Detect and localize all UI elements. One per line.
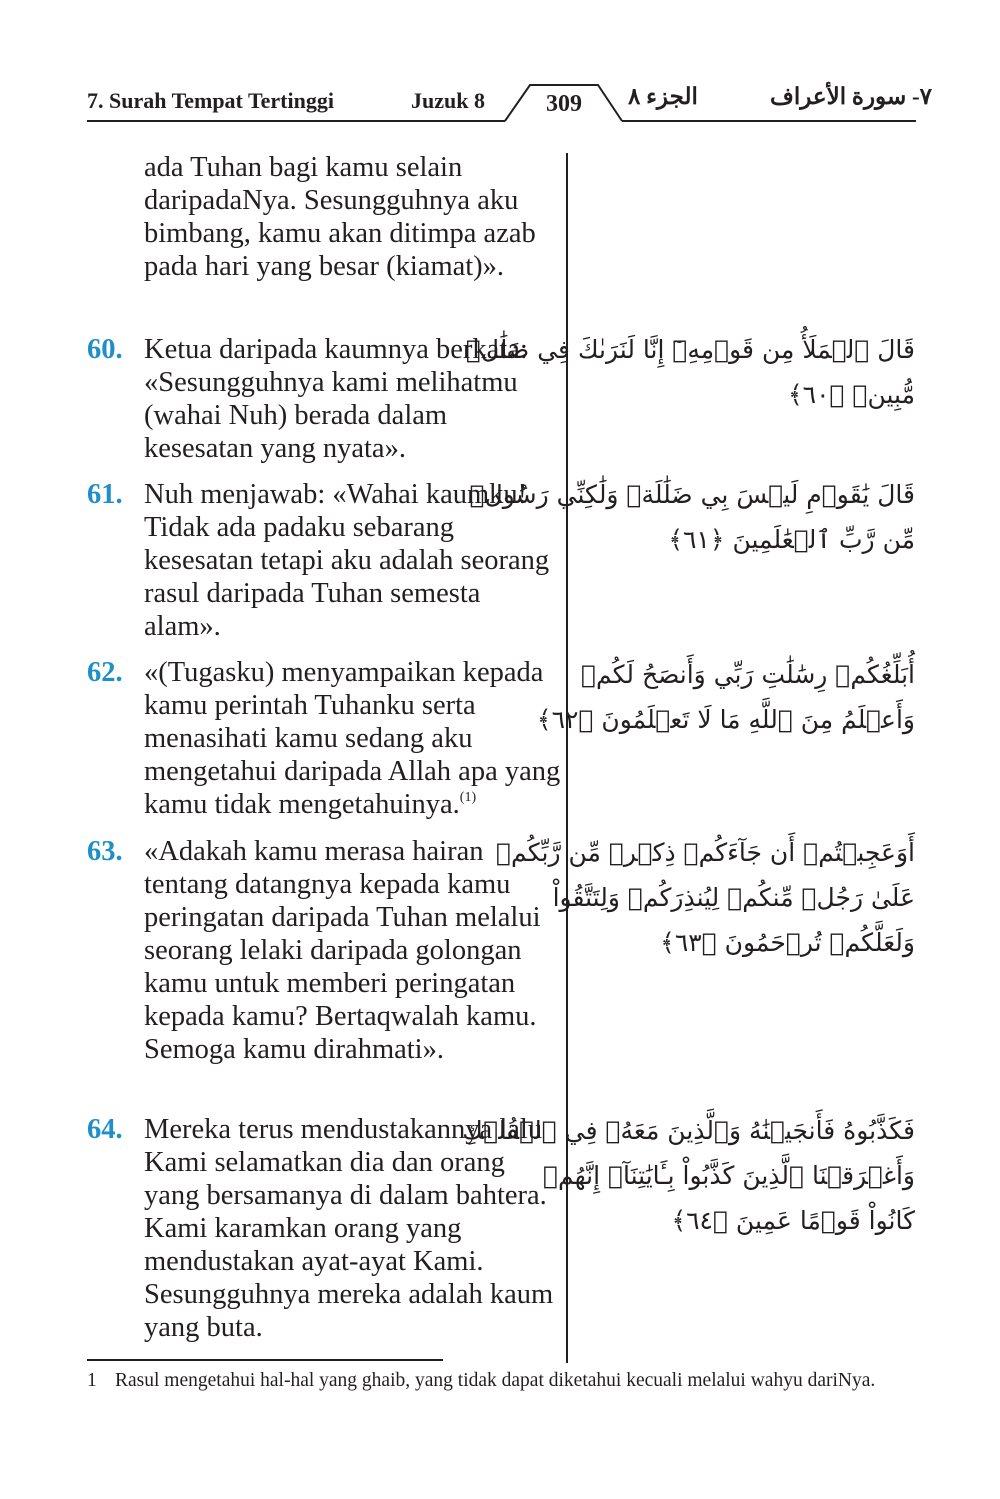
verse-63-translation [87, 835, 562, 1066]
verse-number: 64. [87, 1114, 123, 1145]
continued-verse [87, 151, 562, 283]
verse-text [144, 656, 562, 821]
verse-text-content: «(Tugasku) menyampaikan kepada kamu perintah Tuhanku serta menasihati kamu sedang aku mengetahui daripada Allah apa yang kamu tidak mengetahuinya. [144, 657, 561, 820]
arabic-line: وَأَغۡرَقۡنَا ٱلَّذِينَ كَذَّبُواْ بِـَٔايَٰتِنَآۚ إِنَّهُمۡ [543, 1161, 915, 1190]
arabic-line: مِّن رَّبِّ ٱلۡعَٰلَمِينَ ﴿٦١﴾ [668, 525, 915, 554]
arabic-line: كَانُواْ قَوۡمًا عَمِينَ ﴿٦٤﴾ [671, 1206, 915, 1235]
juzuk-label-arabic: الجزء ٨ [628, 84, 698, 109]
page-number: 309 [546, 91, 582, 117]
arabic-line: وَلَعَلَّكُمۡ تُرۡحَمُونَ ﴿٦٣﴾ [660, 928, 915, 957]
verse-number: 62. [87, 657, 123, 688]
arabic-line: أُبَلِّغُكُمۡ رِسَٰلَٰتِ رَبِّي وَأَنصَحُ لَكُمۡ [580, 660, 915, 689]
arabic-line: قَالَ يَٰقَوۡمِ لَيۡسَ بِي ضَلَٰلَةٞ وَلَٰكِنِّي رَسُولٞ [469, 480, 915, 509]
verse-text: Mereka terus mendustakannya lalu Kami selamatkan dia dan orang yang bersamanya di dalam bahtera. Kami karamkan orang yang mendustakan ayat-ayat Kami. Sesungguhnya mereka adalah kaum yang buta. [144, 1114, 554, 1343]
arabic-line: قَالَ ٱلۡمَلَأُ مِن قَوۡمِهِۦٓ إِنَّا لَنَرَىٰكَ فِي ضَلَٰلٖ [465, 335, 915, 364]
verse-text: Nuh menjawab: «Wahai kaumku! Tidak ada padaku sebarang kesesatan tetapi aku adalah seorang rasul daripada Tuhan semesta alam». [144, 479, 550, 642]
arabic-line: فَكَذَّبُوهُ فَأَنجَيۡنَٰهُ وَٱلَّذِينَ مَعَهُۥ فِي ٱلۡفُلۡكِ [462, 1116, 915, 1145]
verse-text: «Adakah kamu merasa hairan tentang datangnya kepada kamu peringatan daripada Tuhan melalui seorang lelaki daripada golongan kamu untuk memberi peringatan kepada kamu? Bertaqwalah kamu. Semoga kamu dirahmati». [144, 836, 541, 1065]
verse-62-arabic [536, 652, 915, 742]
continued-verse-text: ada Tuhan bagi kamu selain daripadaNya. Sesungguhnya aku bimbang, kamu akan ditimpa azab pada hari yang besar (kiamat)». [144, 152, 536, 282]
surah-title-latin: 7. Surah Tempat Tertinggi [87, 88, 334, 113]
footnote-number: 1 [87, 1370, 97, 1391]
footnote-text: Rasul mengetahui hal-hal yang ghaib, yang tidak dapat diketahui kecuali melalui wahyu dariNya. [115, 1370, 876, 1391]
juzuk-label-latin: Juzuk 8 [411, 88, 485, 113]
page-header [0, 0, 1000, 130]
verse-number: 61. [87, 479, 123, 510]
verse-text: Ketua daripada kaumnya berkata: «Sesungguhnya kami melihatmu (wahai Nuh) berada dalam kesesatan yang nyata». [144, 334, 528, 464]
footnote-reference[interactable]: (1) [459, 790, 477, 805]
verse-63-arabic [496, 830, 915, 965]
footnote [87, 1368, 917, 1394]
arabic-line: أَوَعَجِبۡتُمۡ أَن جَآءَكُمۡ ذِكۡرٞ مِّن رَّبِّكُمۡ [496, 838, 915, 867]
verse-61-arabic [469, 472, 915, 562]
verse-64-arabic [462, 1108, 915, 1243]
verse-number: 60. [87, 334, 123, 365]
arabic-line: وَأَعۡلَمُ مِنَ ٱللَّهِ مَا لَا تَعۡلَمُونَ ﴿٦٢﴾ [536, 705, 915, 734]
arabic-line: عَلَىٰ رَجُلٖ مِّنكُمۡ لِيُنذِرَكُمۡ وَلِتَتَّقُواْ [552, 883, 915, 912]
footnote-rule [87, 1359, 443, 1361]
verse-62-translation [87, 656, 562, 821]
verse-60-arabic [465, 327, 915, 417]
arabic-line: مُّبِينٖ ﴿٦٠﴾ [788, 380, 915, 409]
verse-number: 63. [87, 836, 123, 867]
surah-title-arabic: ٧- سورة الأعراف [770, 84, 932, 109]
